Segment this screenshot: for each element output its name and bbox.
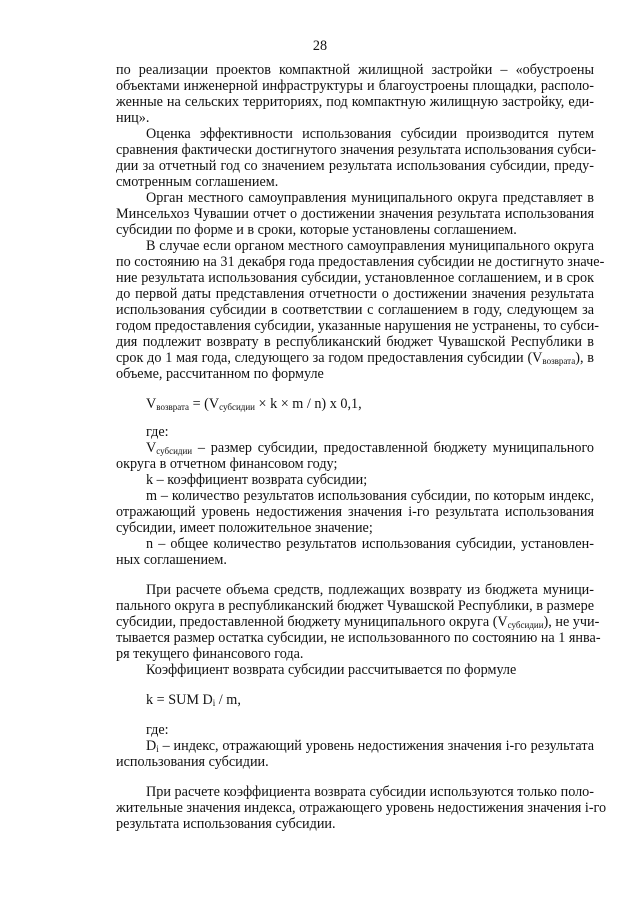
text-line: n – общее количество результатов использования субсидии, установлен- [146, 536, 594, 552]
text-line: субсидии по форме и в сроки, которые установлены соглашением. [116, 222, 517, 238]
text-line: Оценка эффективности использования субсидии производится путем [146, 126, 594, 142]
text-line: округа в отчетном финансовом году; [116, 456, 338, 472]
text-line: субсидии, имеет положительное значение; [116, 520, 373, 536]
text-line: объеме, рассчитанном по формуле [116, 366, 324, 382]
text-line: срок до 1 мая года, следующего за годом предоставления субсидии $(V_{возврата})$, в [116, 350, 594, 366]
text-line: дия подлежит возврату в республиканский бюджет Чувашской Республики в [116, 334, 594, 350]
text-line: При расчете коэффициента возврата субсидии используются только поло- [146, 784, 594, 800]
text-line: ных соглашением. [116, 552, 227, 568]
text-line: использования субсидии. [116, 754, 269, 770]
text-line: k – коэффициент возврата субсидии; [146, 472, 368, 488]
page-number: 28 [312, 38, 328, 54]
text-line: где: [146, 424, 169, 440]
text-line: m – количество результатов использования субсидии, по которым индекс, [146, 488, 594, 504]
text-line: ря текущего финансового года. [116, 646, 304, 662]
text-line: Коэффициент возврата субсидии рассчитывается по формуле [146, 662, 517, 678]
text-line: жительные значения индекса, отражающего уровень недостижения значения i-го [116, 800, 607, 816]
text-line: тывается размер остатка субсидии, не использованного по состоянию на 1 янва- [116, 630, 601, 646]
text-line: использования субсидии в соответствии с соглашением в году, следующем за [116, 302, 594, 318]
text-line: женные на сельских территориях, под компактную жилищную застройку, еди- [116, 94, 594, 110]
text-line: При расчете объема средств, подлежащих возврату из бюджета муници- [146, 582, 594, 598]
text-line: смотренным соглашением. [116, 174, 279, 190]
text-line: субсидии, предоставленной бюджету муниципального округа $(V_{субсидии})$, не учи- [116, 614, 600, 630]
text-line: объектами инженерной инфраструктуры и благоустроены площадки, располо- [116, 78, 594, 94]
text-line: по реализации проектов компактной жилищной застройки – «обустроены [116, 62, 594, 78]
text-line: В случае если органом местного самоуправления муниципального округа [146, 238, 594, 254]
text-line: сравнения фактически достигнутого значения результата использования субси- [116, 142, 597, 158]
text-line: годом предоставления субсидии, указанные нарушения не устранены, то субси- [116, 318, 600, 334]
text-line: где: [146, 722, 169, 738]
text-line: Минсельхоз Чувашии отчет о достижении значения результата использования [116, 206, 594, 222]
text-line: отражающий уровень недостижения значения i-го результата использования [116, 504, 594, 520]
text-line: $V_{субсидии}$ – размер субсидии, предоставленной бюджету муниципального [146, 440, 594, 456]
text-line: пального округа в республиканский бюджет Чувашской Республики, в размере [116, 598, 594, 614]
text-line: ние результата использования субсидии, установленное соглашением, и в срок [116, 270, 594, 286]
text-line: до первой даты представления отчетности о достижении значения результата [116, 286, 594, 302]
text-line: дии за отчетный год со значением результата использования субсидии, преду- [116, 158, 594, 174]
text-line: $D_i$ – индекс, отражающий уровень недостижения значения i-го результата [146, 738, 594, 754]
text-line: результата использования субсидии. [116, 816, 336, 832]
coefficient-formula: k = SUM $D_i$ / m, [146, 692, 241, 708]
text-line: по состоянию на 31 декабря года предоставления субсидии не достигнуто значе- [116, 254, 605, 270]
text-line: ниц». [116, 110, 150, 126]
text-line: Орган местного самоуправления муниципального округа представляет в [146, 190, 594, 206]
return-formula: $V_{возврата} = (V_{субсидии} \times k \times m / n)$ x 0,1, [146, 396, 362, 412]
